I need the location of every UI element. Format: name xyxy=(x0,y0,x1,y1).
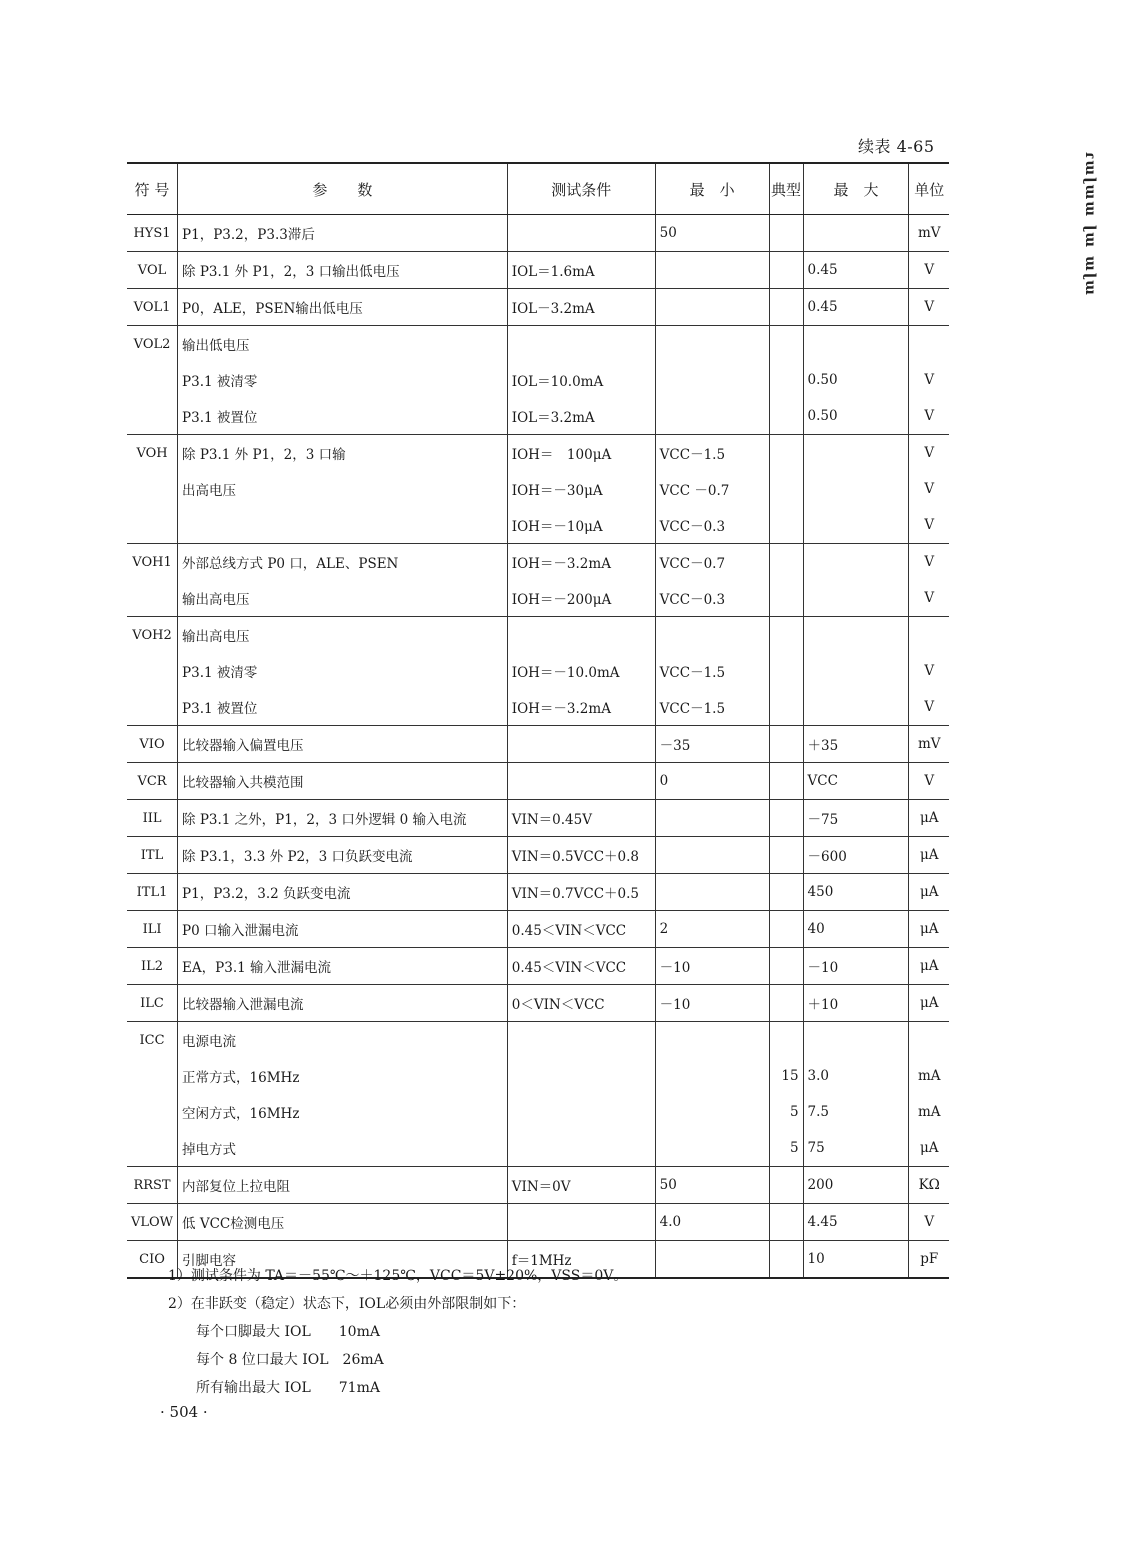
cell-symbol: VOL1 xyxy=(127,289,178,326)
cell-max: 0.45 xyxy=(803,252,909,289)
cell-max xyxy=(803,435,909,472)
cell-typ xyxy=(769,1167,803,1204)
table-row xyxy=(127,1130,949,1167)
cell-condition: 0.45＜VIN＜VCC xyxy=(507,911,655,948)
cell-typ xyxy=(769,689,803,726)
cell-max: －75 xyxy=(803,800,909,837)
cell-min: VCC－1.5 xyxy=(655,653,769,689)
cell-parameter: 除 P3.1，3.3 外 P2，3 口负跃变电流 xyxy=(178,837,508,874)
cell-condition: IOL－3.2mA xyxy=(507,289,655,326)
cell-parameter: P3.1 被清零 xyxy=(178,653,508,689)
cell-symbol xyxy=(127,398,178,435)
spec-table xyxy=(127,162,949,1279)
table-header xyxy=(127,163,949,215)
table-row xyxy=(127,1058,949,1094)
footnote-line: 所有输出最大 IOL 71mA xyxy=(196,1380,380,1396)
cell-min xyxy=(655,800,769,837)
footnote-line: 2）在非跃变（稳定）状态下，IOL必须由外部限制如下： xyxy=(168,1296,526,1312)
cell-parameter: P0，ALE，PSEN输出低电压 xyxy=(178,289,508,326)
cell-max: VCC xyxy=(803,763,909,800)
cell-parameter: 除 P3.1 外 P1，2，3 口输 xyxy=(178,435,508,472)
cell-max: 450 xyxy=(803,874,909,911)
cell-parameter: P3.1 被清零 xyxy=(178,362,508,398)
cell-unit: mV xyxy=(909,215,949,252)
header-min: 最 小 xyxy=(655,163,769,215)
cell-condition: f＝1MHz xyxy=(507,1241,655,1279)
cell-symbol xyxy=(127,362,178,398)
cell-min xyxy=(655,1022,769,1059)
table-row xyxy=(127,580,949,617)
cell-parameter: 比较器输入共模范围 xyxy=(178,763,508,800)
cell-condition: IOL＝3.2mA xyxy=(507,398,655,435)
cell-condition xyxy=(507,726,655,763)
cell-max xyxy=(803,507,909,544)
cell-min: VCC－1.5 xyxy=(655,689,769,726)
table-row xyxy=(127,435,949,472)
cell-symbol: ICC xyxy=(127,1022,178,1059)
table-row xyxy=(127,911,949,948)
cell-typ xyxy=(769,948,803,985)
cell-max: 0.50 xyxy=(803,362,909,398)
cell-unit: μA xyxy=(909,985,949,1022)
page-number: · 504 · xyxy=(160,1403,208,1421)
cell-symbol: ITL1 xyxy=(127,874,178,911)
table-row xyxy=(127,252,949,289)
cell-symbol: IIL xyxy=(127,800,178,837)
cell-typ xyxy=(769,763,803,800)
cell-min: VCC －0.7 xyxy=(655,471,769,507)
table-row xyxy=(127,544,949,581)
cell-condition: IOL＝1.6mA xyxy=(507,252,655,289)
cell-unit: KΩ xyxy=(909,1167,949,1204)
cell-symbol: VOL xyxy=(127,252,178,289)
table-row xyxy=(127,471,949,507)
cell-max xyxy=(803,471,909,507)
cell-typ xyxy=(769,289,803,326)
cell-symbol xyxy=(127,1094,178,1130)
cell-parameter: 电源电流 xyxy=(178,1022,508,1059)
cell-max xyxy=(803,617,909,654)
cell-symbol: IL2 xyxy=(127,948,178,985)
cell-parameter: 除 P3.1 外 P1，2，3 口输出低电压 xyxy=(178,252,508,289)
cell-typ: 5 xyxy=(769,1130,803,1167)
cell-typ xyxy=(769,580,803,617)
cell-unit: mA xyxy=(909,1058,949,1094)
cell-min: VCC－1.5 xyxy=(655,435,769,472)
cell-condition: 0＜VIN＜VCC xyxy=(507,985,655,1022)
cell-parameter: P1，P3.2，3.2 负跃变电流 xyxy=(178,874,508,911)
cell-parameter: 外部总线方式 P0 口，ALE、PSEN xyxy=(178,544,508,581)
cell-symbol: CIO xyxy=(127,1241,178,1279)
cell-condition xyxy=(507,215,655,252)
cell-condition xyxy=(507,1204,655,1241)
cell-typ xyxy=(769,837,803,874)
cell-max: 40 xyxy=(803,911,909,948)
cell-max: ＋35 xyxy=(803,726,909,763)
cell-typ xyxy=(769,726,803,763)
table-row xyxy=(127,1204,949,1241)
cell-min xyxy=(655,289,769,326)
header-unit: 单位 xyxy=(909,163,949,215)
cell-parameter: P3.1 被置位 xyxy=(178,398,508,435)
cell-symbol xyxy=(127,580,178,617)
cell-min: －10 xyxy=(655,948,769,985)
table-row xyxy=(127,617,949,654)
cell-min xyxy=(655,252,769,289)
cell-typ: 5 xyxy=(769,1094,803,1130)
table-row xyxy=(127,398,949,435)
footnote-line: 1）测试条件为 TA＝－55℃～＋125℃，VCC＝5V±20%，VSS＝0V。 xyxy=(168,1268,628,1284)
cell-symbol xyxy=(127,689,178,726)
cell-min xyxy=(655,326,769,363)
cell-max: 4.45 xyxy=(803,1204,909,1241)
cell-max xyxy=(803,689,909,726)
cell-max xyxy=(803,1022,909,1059)
cell-max: 75 xyxy=(803,1130,909,1167)
cell-max xyxy=(803,544,909,581)
cell-condition: VIN＝0V xyxy=(507,1167,655,1204)
cell-condition: VIN＝0.7VCC＋0.5 xyxy=(507,874,655,911)
cell-max: 7.5 xyxy=(803,1094,909,1130)
cell-unit: mA xyxy=(909,1094,949,1130)
footnotes xyxy=(168,1262,627,1402)
cell-unit: V xyxy=(909,580,949,617)
cell-parameter: 低 VCC检测电压 xyxy=(178,1204,508,1241)
cell-max: －10 xyxy=(803,948,909,985)
cell-unit xyxy=(909,326,949,363)
cell-max: 0.50 xyxy=(803,398,909,435)
cell-condition: VIN＝0.45V xyxy=(507,800,655,837)
cell-unit: V xyxy=(909,1204,949,1241)
table-row xyxy=(127,653,949,689)
cell-typ xyxy=(769,544,803,581)
cell-parameter: 比较器输入泄漏电流 xyxy=(178,985,508,1022)
cell-condition: IOH＝ 100μA xyxy=(507,435,655,472)
cell-min: VCC－0.3 xyxy=(655,580,769,617)
cell-min: 50 xyxy=(655,215,769,252)
table-row xyxy=(127,726,949,763)
cell-symbol: VOL2 xyxy=(127,326,178,363)
cell-min xyxy=(655,1130,769,1167)
cell-symbol: HYS1 xyxy=(127,215,178,252)
header-parameter: 参 数 xyxy=(178,163,508,215)
cell-unit: V xyxy=(909,362,949,398)
cell-min: VCC－0.3 xyxy=(655,507,769,544)
header-typ: 典型 xyxy=(769,163,803,215)
cell-unit: V xyxy=(909,252,949,289)
cell-typ xyxy=(769,874,803,911)
cell-unit: μA xyxy=(909,911,949,948)
cell-max xyxy=(803,215,909,252)
cell-condition xyxy=(507,1094,655,1130)
cell-min xyxy=(655,617,769,654)
cell-typ xyxy=(769,252,803,289)
cell-max: 10 xyxy=(803,1241,909,1279)
side-margin-text: ɾɯɭɯɯ ɭɯ ɯɭɯ xyxy=(1082,152,1098,297)
cell-parameter: EA，P3.1 输入泄漏电流 xyxy=(178,948,508,985)
cell-symbol xyxy=(127,471,178,507)
table-row xyxy=(127,837,949,874)
cell-parameter: P1，P3.2，P3.3滞后 xyxy=(178,215,508,252)
cell-unit: μA xyxy=(909,1130,949,1167)
cell-condition: 0.45＜VIN＜VCC xyxy=(507,948,655,985)
cell-parameter: 出高电压 xyxy=(178,471,508,507)
cell-max: 200 xyxy=(803,1167,909,1204)
cell-min: 2 xyxy=(655,911,769,948)
cell-min xyxy=(655,837,769,874)
cell-parameter: 输出高电压 xyxy=(178,580,508,617)
cell-typ xyxy=(769,507,803,544)
cell-symbol: VIO xyxy=(127,726,178,763)
cell-unit: V xyxy=(909,398,949,435)
cell-typ xyxy=(769,800,803,837)
cell-typ xyxy=(769,215,803,252)
table-row xyxy=(127,874,949,911)
cell-parameter: P0 口输入泄漏电流 xyxy=(178,911,508,948)
cell-symbol: VOH2 xyxy=(127,617,178,654)
cell-unit: V xyxy=(909,763,949,800)
cell-max xyxy=(803,326,909,363)
table-row xyxy=(127,289,949,326)
cell-typ xyxy=(769,1241,803,1279)
cell-min: 50 xyxy=(655,1167,769,1204)
table-row xyxy=(127,1167,949,1204)
cell-unit: pF xyxy=(909,1241,949,1279)
cell-condition xyxy=(507,1022,655,1059)
header-symbol: 符 号 xyxy=(127,163,178,215)
cell-min xyxy=(655,1058,769,1094)
cell-unit: μA xyxy=(909,800,949,837)
cell-condition xyxy=(507,763,655,800)
cell-parameter: 内部复位上拉电阻 xyxy=(178,1167,508,1204)
cell-min: 4.0 xyxy=(655,1204,769,1241)
cell-parameter xyxy=(178,507,508,544)
cell-parameter: P3.1 被置位 xyxy=(178,689,508,726)
cell-typ xyxy=(769,1204,803,1241)
cell-condition xyxy=(507,326,655,363)
cell-min: －10 xyxy=(655,985,769,1022)
cell-max: ＋10 xyxy=(803,985,909,1022)
cell-typ xyxy=(769,435,803,472)
cell-unit: V xyxy=(909,289,949,326)
cell-symbol: VOH1 xyxy=(127,544,178,581)
cell-symbol xyxy=(127,1058,178,1094)
cell-min xyxy=(655,1241,769,1279)
cell-min xyxy=(655,1094,769,1130)
cell-min: VCC－0.7 xyxy=(655,544,769,581)
cell-condition: VIN＝0.5VCC＋0.8 xyxy=(507,837,655,874)
cell-condition: IOH＝－3.2mA xyxy=(507,544,655,581)
table-row xyxy=(127,215,949,252)
cell-symbol: ILI xyxy=(127,911,178,948)
cell-unit xyxy=(909,1022,949,1059)
cell-symbol: VLOW xyxy=(127,1204,178,1241)
cell-condition: IOH＝－30μA xyxy=(507,471,655,507)
cell-symbol: ITL xyxy=(127,837,178,874)
cell-unit: mV xyxy=(909,726,949,763)
cell-condition: IOH＝－3.2mA xyxy=(507,689,655,726)
cell-symbol xyxy=(127,653,178,689)
table-row xyxy=(127,985,949,1022)
header-condition: 测试条件 xyxy=(507,163,655,215)
cell-typ xyxy=(769,653,803,689)
cell-parameter: 正常方式，16MHz xyxy=(178,1058,508,1094)
cell-parameter: 输出低电压 xyxy=(178,326,508,363)
cell-unit: V xyxy=(909,435,949,472)
cell-condition: IOH＝－10μA xyxy=(507,507,655,544)
cell-max xyxy=(803,653,909,689)
cell-unit: μA xyxy=(909,837,949,874)
cell-parameter: 除 P3.1 之外，P1，2，3 口外逻辑 0 输入电流 xyxy=(178,800,508,837)
cell-unit: μA xyxy=(909,948,949,985)
cell-parameter: 空闲方式，16MHz xyxy=(178,1094,508,1130)
cell-condition: IOH＝－200μA xyxy=(507,580,655,617)
cell-typ xyxy=(769,326,803,363)
continuation-label: 续表 4-65 xyxy=(858,137,935,156)
table-row xyxy=(127,507,949,544)
cell-min: 0 xyxy=(655,763,769,800)
cell-min xyxy=(655,362,769,398)
header-max: 最 大 xyxy=(803,163,909,215)
cell-typ xyxy=(769,911,803,948)
cell-condition xyxy=(507,1058,655,1094)
table-row xyxy=(127,326,949,363)
table-row xyxy=(127,948,949,985)
table-body xyxy=(127,215,949,1279)
cell-typ xyxy=(769,617,803,654)
cell-condition xyxy=(507,1130,655,1167)
cell-symbol xyxy=(127,507,178,544)
cell-symbol xyxy=(127,1130,178,1167)
cell-symbol: VCR xyxy=(127,763,178,800)
cell-typ xyxy=(769,985,803,1022)
cell-typ xyxy=(769,471,803,507)
cell-parameter: 输出高电压 xyxy=(178,617,508,654)
table-row xyxy=(127,763,949,800)
cell-min xyxy=(655,398,769,435)
cell-max: 0.45 xyxy=(803,289,909,326)
cell-unit: V xyxy=(909,653,949,689)
table-row xyxy=(127,1094,949,1130)
footnote-line: 每个口脚最大 IOL 10mA xyxy=(196,1324,380,1340)
cell-condition xyxy=(507,617,655,654)
cell-typ xyxy=(769,362,803,398)
cell-typ: 15 xyxy=(769,1058,803,1094)
cell-unit: V xyxy=(909,507,949,544)
table-row xyxy=(127,689,949,726)
cell-unit: V xyxy=(909,471,949,507)
cell-typ xyxy=(769,1022,803,1059)
cell-condition: IOH＝－10.0mA xyxy=(507,653,655,689)
cell-min: －35 xyxy=(655,726,769,763)
table-row xyxy=(127,800,949,837)
cell-unit: V xyxy=(909,544,949,581)
cell-parameter: 掉电方式 xyxy=(178,1130,508,1167)
cell-symbol: VOH xyxy=(127,435,178,472)
cell-unit: V xyxy=(909,689,949,726)
table-row xyxy=(127,362,949,398)
cell-unit xyxy=(909,617,949,654)
table-row xyxy=(127,1022,949,1059)
cell-max: －600 xyxy=(803,837,909,874)
cell-min xyxy=(655,874,769,911)
cell-unit: μA xyxy=(909,874,949,911)
cell-symbol: RRST xyxy=(127,1167,178,1204)
footnote-line: 每个 8 位口最大 IOL 26mA xyxy=(196,1352,384,1368)
cell-max xyxy=(803,580,909,617)
cell-parameter: 引脚电容 xyxy=(178,1241,508,1279)
cell-parameter: 比较器输入偏置电压 xyxy=(178,726,508,763)
cell-symbol: ILC xyxy=(127,985,178,1022)
cell-typ xyxy=(769,398,803,435)
cell-max: 3.0 xyxy=(803,1058,909,1094)
cell-condition: IOL＝10.0mA xyxy=(507,362,655,398)
